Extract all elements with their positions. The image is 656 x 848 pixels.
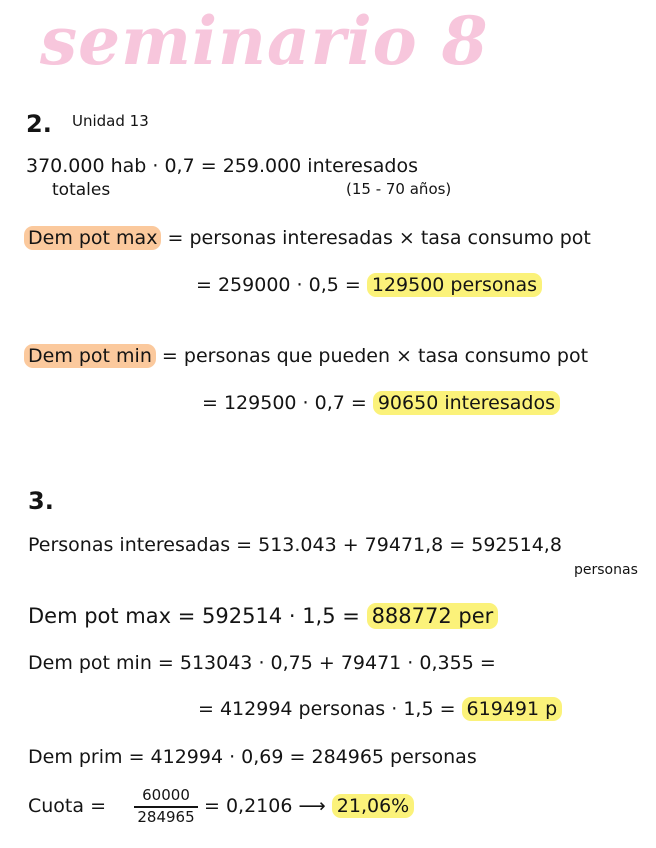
cuota-fraction bbox=[134, 788, 198, 826]
cuota-label: Cuota = bbox=[28, 795, 106, 817]
s2-line-1: 370.000 hab · 0,7 = 259.000 interesados bbox=[26, 155, 418, 177]
s3-personas-interesadas: Personas interesadas = 513.043 + 79471,8 = 592514,8 bbox=[28, 534, 562, 556]
section-2-unit: Unidad 13 bbox=[72, 112, 149, 130]
s3-dem-pot-min-2: = 412994 personas · 1,5 = bbox=[198, 698, 456, 720]
dem-pot-max-label: Dem pot max bbox=[24, 226, 161, 250]
dem-pot-min-calc: = 129500 · 0,7 = bbox=[202, 392, 367, 414]
s3-dem-pot-min-result: 619491 p bbox=[462, 697, 563, 721]
dem-pot-min-label: Dem pot min bbox=[24, 344, 156, 368]
s3-dem-prim: Dem prim = 412994 · 0,69 = 284965 personas bbox=[28, 746, 477, 768]
dem-pot-min-definition: = personas que pueden × tasa consumo pot bbox=[161, 345, 589, 367]
dem-pot-max-calc: = 259000 · 0,5 = bbox=[196, 274, 361, 296]
dem-pot-min-result: 90650 interesados bbox=[373, 391, 560, 415]
s3-personas-sub: personas bbox=[574, 562, 638, 578]
cuota-denominator: 284965 bbox=[137, 807, 195, 826]
s3-dem-pot-max: Dem pot max = 592514 · 1,5 = bbox=[28, 604, 360, 628]
section-3-number: 3. bbox=[28, 487, 54, 515]
page-title: seminario 8 bbox=[40, 2, 489, 80]
dem-pot-max-definition: = personas interesadas × tasa consumo pot bbox=[167, 227, 591, 249]
s3-dem-pot-max-result: 888772 per bbox=[367, 603, 499, 629]
section-2-number: 2. bbox=[26, 110, 52, 138]
cuota-numerator: 60000 bbox=[142, 786, 190, 804]
s3-dem-pot-min: Dem pot min = 513043 · 0,75 + 79471 · 0,355 = bbox=[28, 652, 496, 674]
cuota-result: 21,06% bbox=[332, 794, 414, 818]
s2-line-1-sub-ages: (15 - 70 años) bbox=[346, 180, 452, 198]
dem-pot-max-result: 129500 personas bbox=[367, 273, 542, 297]
cuota-equals: = 0,2106 ⟶ bbox=[204, 795, 326, 817]
s2-line-1-sub-totales: totales bbox=[52, 180, 111, 200]
